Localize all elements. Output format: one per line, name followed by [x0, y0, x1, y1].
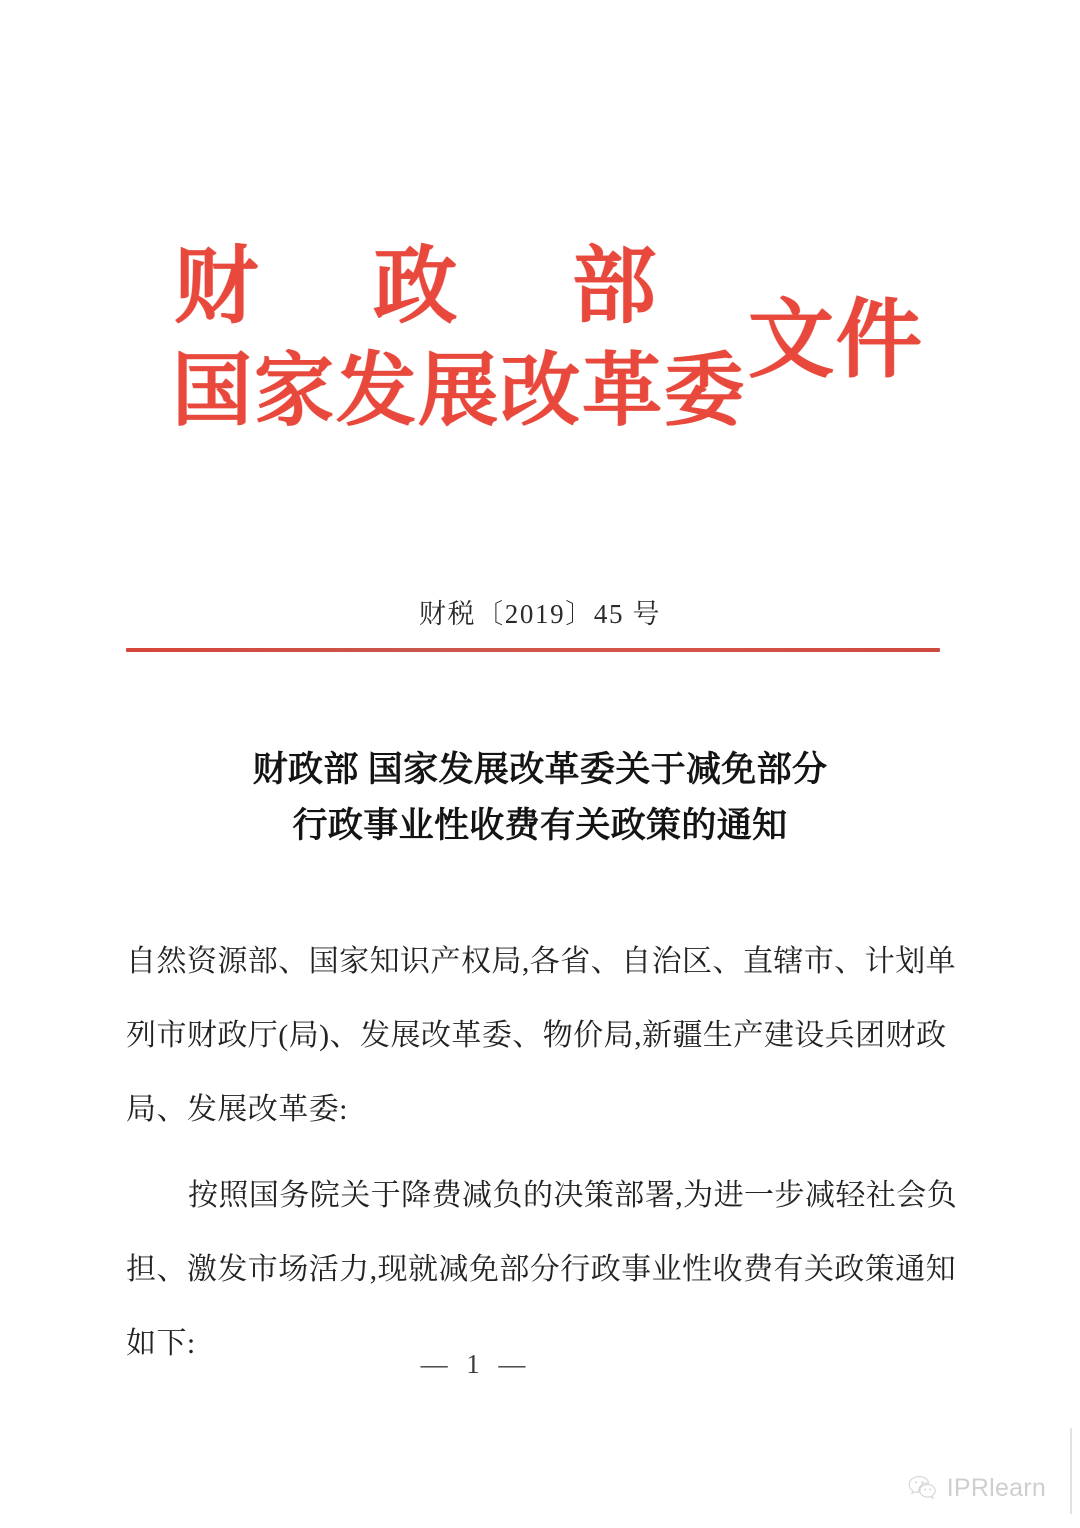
- red-horizontal-rule: [126, 648, 940, 652]
- letterhead-document-badge: 文件: [748, 292, 924, 388]
- document-body: [126, 925, 958, 1381]
- body-paragraph-line: 按照国务院关于降费减负的决策部署,为进一步减轻社会负: [188, 1179, 958, 1212]
- document-title: [0, 742, 1080, 854]
- letterhead: [0, 236, 1080, 476]
- paragraph-spacer: [126, 1147, 954, 1159]
- recipient-line: 列市财政厅(局)、发展改革委、物价局,新疆生产建设兵团财政: [126, 1019, 947, 1052]
- body-paragraph-line: 如下:: [126, 1327, 196, 1360]
- letterhead-line-ndrc: 国家发展改革委: [172, 348, 746, 436]
- watermark-label: IPRlearn: [946, 1474, 1046, 1502]
- document-title-line-1: 财政部 国家发展改革委关于减免部分: [252, 750, 828, 789]
- document-title-line-2: 行政事业性收费有关政策的通知: [292, 806, 788, 845]
- wechat-icon: [908, 1475, 938, 1501]
- document-number-block: [0, 594, 1080, 634]
- body-paragraph-line: 担、激发市场活力,现就减免部分行政事业性收费有关政策通知: [126, 1253, 957, 1286]
- recipient-line: 局、发展改革委:: [126, 1093, 348, 1126]
- letterhead-line-ministry-of-finance: 财 政 部: [174, 241, 704, 334]
- page-number: — 1 —: [420, 1349, 532, 1379]
- recipient-line: 自然资源部、国家知识产权局,各省、自治区、直辖市、计划单: [126, 945, 957, 978]
- watermark: [908, 1474, 1046, 1502]
- right-edge-divider: [1070, 1428, 1072, 1514]
- letterhead-agency-lines: [168, 236, 768, 444]
- document-number: 财税〔2019〕45 号: [418, 599, 662, 629]
